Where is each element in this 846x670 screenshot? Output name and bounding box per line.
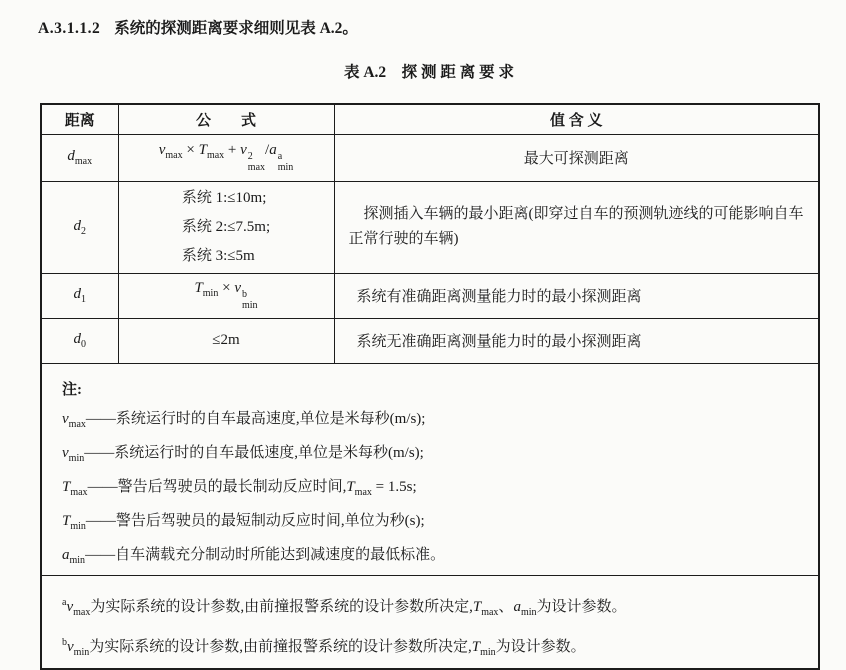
formula-d2-lines: 系统 1:≤10m; 系统 2:≤7.5m; 系统 3:≤5m: [181, 189, 271, 264]
col-header-meaning: 值 含 义: [334, 104, 819, 134]
notes-cell: [41, 363, 819, 575]
formula-d1: $T_{min} \times v$ b min: [118, 273, 334, 318]
footnote-b: $^bv_{min}$为实际系统的设计参数,由前撞报警系统的设计参数所决定$,T_{min}$为设计参数。: [62, 636, 586, 658]
detection-distance-table: [40, 103, 820, 670]
table-row-d1: [41, 273, 819, 318]
table-caption: 表 A.2 探 测 距 离 要 求: [343, 64, 515, 81]
formula-d0: ≤2m: [118, 318, 334, 363]
note-line-vmax: $v_{max}——$系统运行时的自车最高速度,单位是米每秒(m/s);: [62, 410, 426, 430]
footnotes-row: [41, 575, 819, 669]
table-row-dmax: [41, 134, 819, 181]
note-line-tmin: $T_{min}——$警告后驾驶员的最短制动反应时间,单位为秒(s);: [62, 512, 425, 532]
footnotes-cell: [41, 575, 819, 669]
clause-heading: [38, 16, 358, 38]
meaning-d2: 探测插入车辆的最小距离(即穿过自车的预测轨迹线的可能影响自车正常行驶的车辆): [334, 181, 819, 273]
notes-row: [41, 363, 819, 575]
meaning-d1: 系统有准确距离测量能力时的最小探测距离: [334, 273, 819, 318]
distance-symbol-d0: $d_0$: [41, 318, 118, 363]
note-line-vmin: $v_{min}——$系统运行时的自车最低速度,单位是米每秒(m/s);: [62, 444, 424, 464]
clause-text: 系统的探测距离要求细则见表 A.2。: [114, 20, 358, 37]
col-header-distance: 距离: [41, 104, 118, 134]
clause-number: A.3.1.1.2: [38, 20, 101, 37]
distance-symbol-d2: $d_2$: [41, 181, 118, 273]
meaning-d0: 系统无准确距离测量能力时的最小探测距离: [334, 318, 819, 363]
notes-label: 注:: [62, 381, 82, 398]
distance-symbol-dmax: $d_{max}$: [41, 134, 118, 181]
footnote-a: $^av_{max}$为实际系统的设计参数,由前撞报警系统的设计参数所决定$,T_{max}$、$a_{min}$为设计参数。: [62, 596, 627, 618]
formula-dmax: $v_{max} \times T_{max} + v$ 2 max /a a min: [118, 134, 334, 181]
table-row-d0: [41, 318, 819, 363]
note-line-amin: $a_{min}——$自车满载充分制动时所能达到减速度的最低标准。: [62, 546, 446, 566]
table-row-d2: [41, 181, 819, 273]
table-header-row: [41, 104, 819, 134]
col-header-formula: 公 式: [118, 104, 334, 134]
meaning-dmax: 最大可探测距离: [334, 134, 819, 181]
formula-d2: [118, 181, 334, 273]
distance-symbol-d1: $d_1$: [41, 273, 118, 318]
note-line-tmax: $T_{max}——$警告后驾驶员的最长制动反应时间$,T_{max} = 1.5s$;: [62, 478, 417, 498]
